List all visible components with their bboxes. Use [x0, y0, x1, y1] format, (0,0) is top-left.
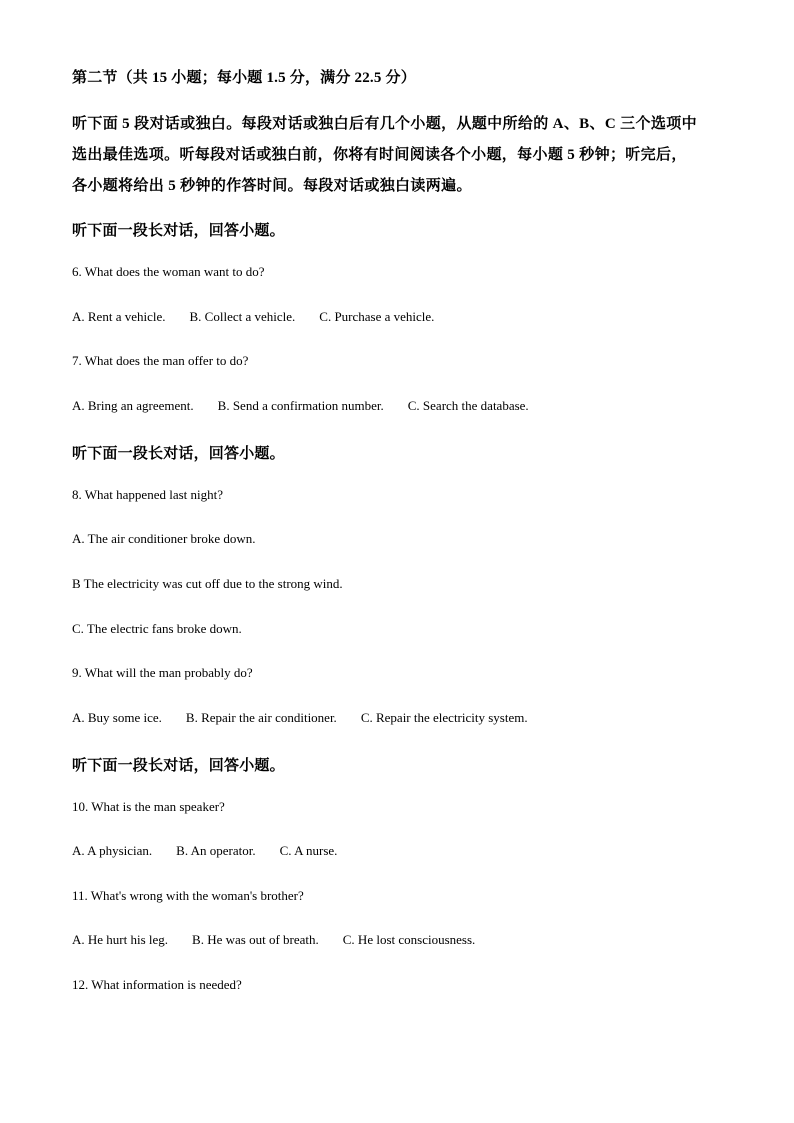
question-10-option-a: A. A physician. [72, 843, 153, 858]
question-7-option-b: B. Send a confirmation number. [217, 398, 384, 413]
question-10-option-c: C. A nurse. [279, 843, 338, 858]
question-9-options [72, 710, 528, 726]
question-8-option-c: C. The electric fans broke down. [72, 621, 242, 636]
instructions-line-3: 各小题将给出 5 秒钟的作答时间。每段对话或独白读两遍。 [72, 178, 472, 194]
section-title: 第二节（共 15 小题；每小题 1.5 分，满分 22.5 分） [72, 70, 416, 86]
question-11-options [72, 932, 475, 948]
question-10-options [72, 843, 337, 859]
question-9-stem: 9. What will the man probably do? [72, 665, 253, 680]
question-6-option-c: C. Purchase a vehicle. [319, 309, 435, 324]
question-9-option-c: C. Repair the electricity system. [360, 710, 528, 725]
question-8-option-a: A. The air conditioner broke down. [72, 531, 256, 546]
instructions-line-2: 选出最佳选项。听每段对话或独白前，你将有时间阅读各个小题，每小题 5 秒钟；听完后， [72, 147, 687, 163]
question-6-stem: 6. What does the woman want to do? [72, 264, 265, 279]
question-11-stem: 11. What's wrong with the woman's brother? [72, 888, 304, 903]
question-9-option-a: A. Buy some ice. [72, 710, 162, 725]
question-6-option-a: A. Rent a vehicle. [72, 309, 166, 324]
question-6-option-b: B. Collect a vehicle. [189, 309, 296, 324]
question-12-stem: 12. What information is needed? [72, 977, 242, 992]
question-10-option-b: B. An operator. [176, 843, 256, 858]
group-header-2: 听下面一段长对话，回答小题。 [72, 446, 285, 462]
question-11-option-b: B. He was out of breath. [192, 932, 319, 947]
instructions-line-1: 听下面 5 段对话或独白。每段对话或独白后有几个小题，从题中所给的 A、B、C 三个选项中 [72, 116, 697, 132]
question-8-stem: 8. What happened last night? [72, 487, 224, 502]
question-7-stem: 7. What does the man offer to do? [72, 353, 249, 368]
question-6-options [72, 309, 434, 325]
question-7-option-a: A. Bring an agreement. [72, 398, 194, 413]
question-8-option-b: B The electricity was cut off due to the strong wind. [72, 576, 343, 591]
question-7-options [72, 398, 529, 414]
group-header-1: 听下面一段长对话，回答小题。 [72, 223, 285, 239]
question-9-option-b: B. Repair the air conditioner. [185, 710, 337, 725]
group-header-3: 听下面一段长对话，回答小题。 [72, 758, 285, 774]
question-10-stem: 10. What is the man speaker? [72, 799, 225, 814]
question-7-option-c: C. Search the database. [407, 398, 529, 413]
question-11-option-a: A. He hurt his leg. [72, 932, 169, 947]
question-11-option-c: C. He lost consciousness. [342, 932, 476, 947]
